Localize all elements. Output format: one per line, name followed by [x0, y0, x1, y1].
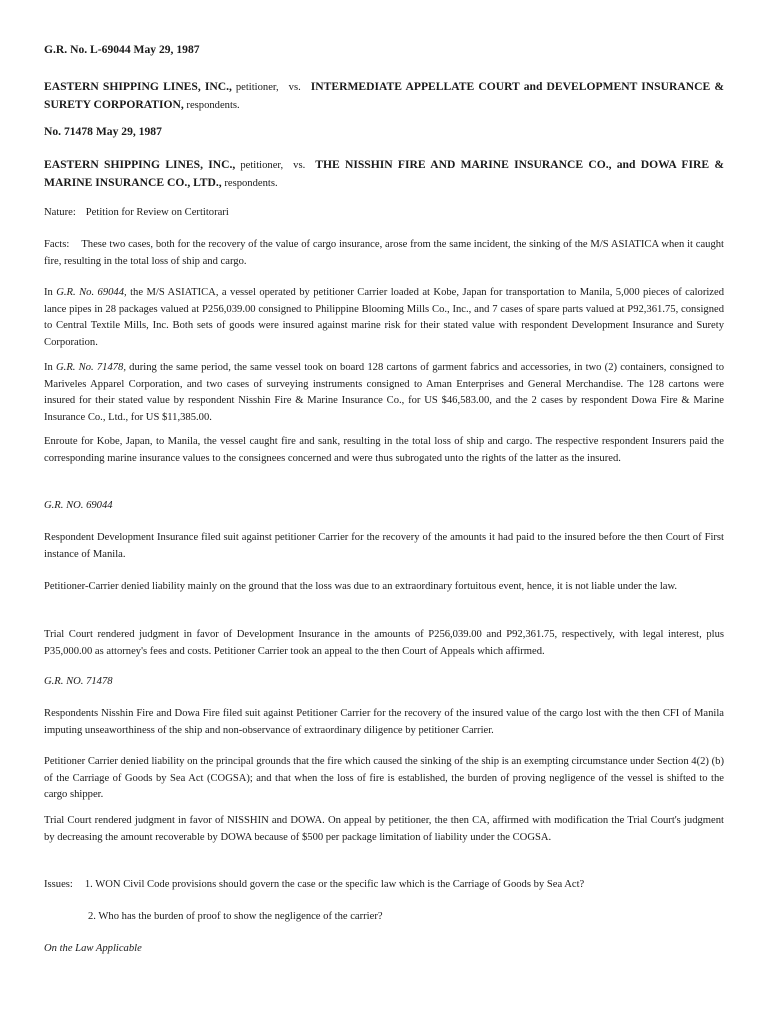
subheading-69044: G.R. NO. 69044 — [44, 500, 113, 511]
paragraph-71478 — [44, 360, 724, 426]
case2-petitioner-role: petitioner, — [235, 160, 284, 171]
case-ref-71478: G.R. No. 71478, — [56, 362, 126, 373]
para-69044-prefix: In — [44, 287, 57, 298]
case2-heading: No. 71478 May 29, 1987 — [44, 125, 162, 138]
subheading-71478: G.R. NO. 71478 — [44, 676, 113, 687]
case1-respondent-role: respondents. — [183, 99, 240, 111]
sub1-paragraph-1: Respondent Development Insurance filed suit against petitioner Carrier for the recovery of the amounts it had paid to the insured before the then Court of First instance of Manila. — [44, 532, 724, 560]
nature-line — [44, 205, 724, 222]
sub2-paragraph-3: Trial Court rendered judgment in favor of NISSHIN and DOWA. On appeal by petitioner, the then CA, affirmed with modification the Trial Court's judgment by decreasing the amount recoverable by DOWA because of $500 per package limitation of liability under the COGSA. — [44, 815, 724, 843]
case1-parties — [44, 79, 724, 114]
case1-petitioner-role: petitioner, — [231, 82, 279, 93]
para-71478-prefix: In — [44, 362, 57, 373]
issue-1: 1. WON Civil Code provisions should govern the case or the specific law which is the Carriage of Goods by Sea Act? — [84, 879, 585, 890]
para-69044-text: the M/S ASIATICA, a vessel operated by petitioner Carrier loaded at Kobe, Japan for transportation to Manila, 5,000 pieces of calorized lance pipes in 28 packages valued at P256,039.00 consigned to Philippine Blooming Mills Co., Inc., and 7 cases of spare parts valued at P92,361.75, consigned to Central Textile Mills, Inc. Both sets of goods were insured against marine risk for their stated value with respondent Development Insurance and Surety Corporation. — [44, 287, 724, 348]
case-ref-69044: G.R. No. 69044, — [56, 287, 127, 298]
case1-vs: vs. — [288, 82, 301, 93]
case1-heading: G.R. No. L-69044 May 29, 1987 — [44, 43, 200, 56]
case2-respondent: THE NISSHIN FIRE AND MARINE INSURANCE CO., and DOWA FIRE & MARINE INSURANCE CO., LTD., — [44, 158, 725, 189]
sub2-paragraph-1: Respondents Nisshin Fire and Dowa Fire filed suit against Petitioner Carrier for the recovery of the insured value of the cargo lost with the then CFI of Manila imputing unseaworthiness of the ship and non-observance of extraordinary diligence by petitioner Carrier. — [44, 708, 724, 736]
issue-2: 2. Who has the burden of proof to show the negligence of the carrier? — [88, 911, 383, 922]
facts-paragraph — [44, 237, 724, 270]
issues-label: Issues: — [44, 879, 73, 890]
case2-vs: vs. — [293, 160, 306, 171]
nature-text: Petition for Review on Certitorari — [85, 207, 229, 218]
case1-petitioner: EASTERN SHIPPING LINES, INC., — [44, 80, 232, 93]
law-heading: On the Law Applicable — [44, 943, 142, 954]
facts-label: Facts: — [44, 239, 70, 250]
issues-line-1 — [44, 877, 724, 894]
nature-label: Nature: — [44, 207, 76, 218]
enroute-paragraph: Enroute for Kobe, Japan, to Manila, the vessel caught fire and sank, resulting in the total loss of ship and cargo. The respective respondent Insurers paid the corresponding marine insurance values to the consignees concerned and were thus subrogated unto the rights of the latter as the insured. — [44, 436, 724, 464]
sub1-paragraph-2: Petitioner-Carrier denied liability mainly on the ground that the loss was due to an extraordinary fortuitous event, hence, it is not liable under the law. — [44, 581, 678, 592]
case2-respondent-role: respondents. — [221, 177, 278, 189]
sub1-paragraph-3: Trial Court rendered judgment in favor of Development Insurance in the amounts of P256,039.00 and P92,361.75, respectively, with legal interest, plus P35,000.00 as attorney's fees and costs. Petitioner Carrier took an appeal to the then Court of Appeals which affirmed. — [44, 629, 724, 657]
paragraph-69044 — [44, 285, 724, 351]
case1-respondent: INTERMEDIATE APPELLATE COURT and DEVELOPMENT INSURANCE & SURETY CORPORATION, — [44, 80, 724, 111]
sub2-paragraph-2: Petitioner Carrier denied liability on the principal grounds that the fire which caused the sinking of the ship is an exempting circumstance under Section 4(2) (b) of the Carriage of Goods by Sea Act (COGSA); and that when the loss of fire is established, the burden of proving negligence of the vessel is shifted to the cargo shipper. — [44, 756, 724, 800]
case2-parties — [44, 157, 724, 192]
para-71478-text: during the same period, the same vessel took on board 128 cartons of garment fabrics and accessories, in two (2) containers, consigned to Mariveles Apparel Corporation, and two cases of surveying instruments consigned to Aman Enterprises and General Merchandise. The 128 cartons were insured for their stated value by respondent Nisshin Fire & Marine Insurance Co., for US $46,583.00, and the 2 cases by respondent Dowa Fire & Marine Insurance Co., Ltd., for US $11,385.00. — [44, 362, 724, 423]
facts-text: These two cases, both for the recovery of the value of cargo insurance, arose from the same incident, the sinking of the M/S ASIATICA when it caught fire, resulting in the total loss of ship and cargo. — [44, 239, 724, 267]
issues-line-2 — [44, 909, 724, 926]
case2-petitioner: EASTERN SHIPPING LINES, INC., — [44, 158, 236, 171]
